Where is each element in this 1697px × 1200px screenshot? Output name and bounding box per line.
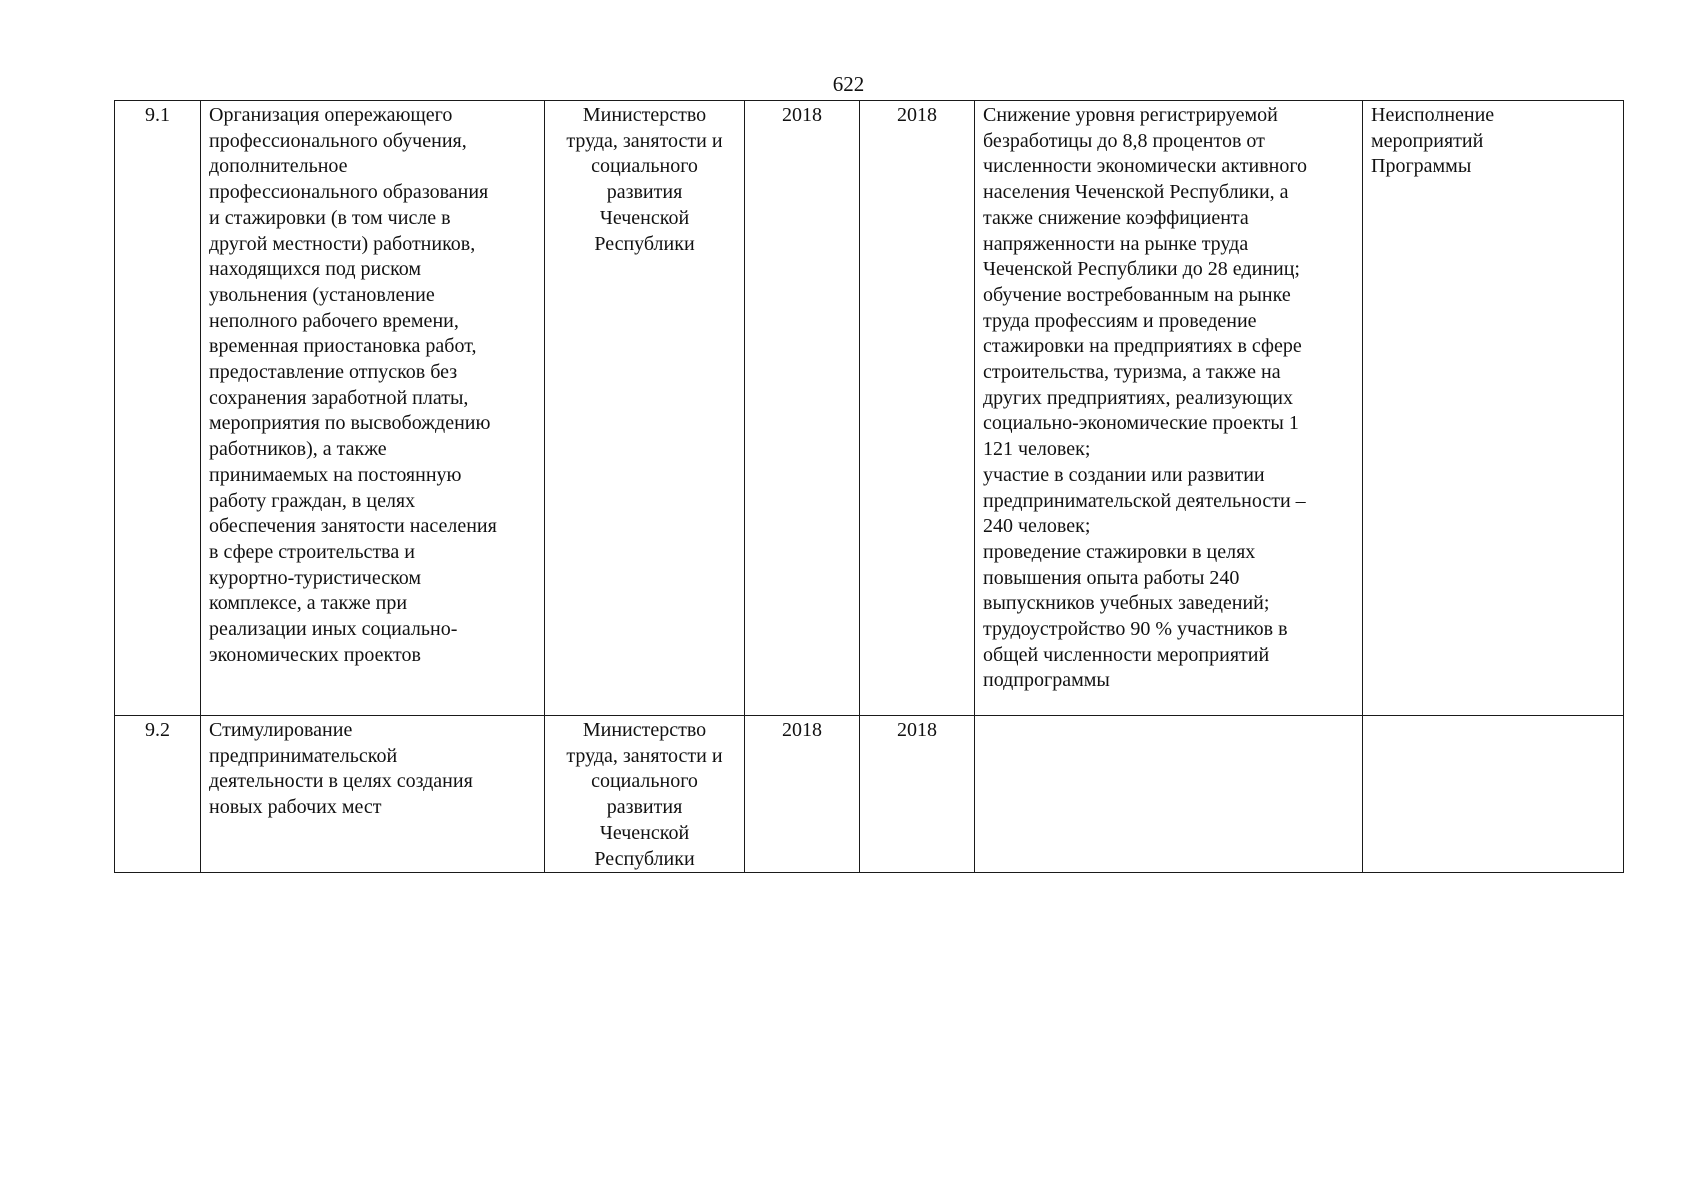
expected-result-line: подпрограммы (983, 669, 1110, 692)
expected-result-line: проведение стажировки в целях (983, 540, 1256, 563)
measure-name-line: Стимулирование (209, 719, 353, 741)
risk-line: мероприятий (1371, 129, 1484, 152)
start-year: 2018 (782, 719, 822, 741)
executor-line: Республики (594, 232, 695, 255)
expected-result-line: обучение востребованным на рынке (983, 283, 1291, 306)
expected-result-line: населения Чеченской Республики, а (983, 181, 1289, 204)
measure-name-line: работников), а также (209, 438, 387, 461)
executor-line: социального (591, 155, 698, 178)
measure-name-cell (201, 101, 545, 716)
expected-result-line: трудоустройство 90 % участников в (983, 618, 1288, 641)
measure-name-line: неполного рабочего времени, (209, 309, 459, 332)
measure-name-line: комплексе, а также при (209, 592, 408, 615)
expected-result-line: численности экономически активного (983, 155, 1308, 178)
executor-line: развития (606, 181, 683, 204)
end-year: 2018 (897, 104, 937, 126)
row-number: 9.2 (145, 719, 170, 741)
expected-result-line: 240 человек; (983, 515, 1091, 538)
measure-name-line: деятельности в целях создания (209, 770, 473, 793)
row-number: 9.1 (145, 104, 170, 126)
risk-line: Неисполнение (1371, 104, 1495, 126)
table-row (115, 716, 1624, 873)
measure-name-line: экономических проектов (209, 643, 421, 666)
expected-result-cell (975, 716, 1363, 873)
expected-result-line: 121 человек; (983, 438, 1091, 461)
executor-line: труда, занятости и (566, 744, 723, 767)
executor-cell (545, 101, 745, 716)
measure-name-cell (201, 716, 545, 873)
measure-name-line: и стажировки (в том числе в (209, 206, 451, 229)
start-year: 2018 (782, 104, 822, 126)
measure-name-line: мероприятия по высвобождению (209, 412, 491, 435)
measure-name-line: в сфере строительства и (209, 540, 415, 563)
start-year-cell (745, 101, 860, 716)
measure-name-line: курортно-туристическом (209, 566, 422, 589)
executor-line: Министерство (582, 104, 707, 126)
measure-name-line: сохранения заработной платы, (209, 386, 469, 409)
executor-line: труда, занятости и (566, 129, 723, 152)
measure-name-line: принимаемых на постоянную (209, 463, 462, 486)
row-number-cell (115, 716, 201, 873)
page-number: 622 (832, 72, 865, 96)
start-year-cell (745, 716, 860, 873)
expected-result-line: Чеченской Республики до 28 единиц; (983, 258, 1300, 281)
expected-result-line: Снижение уровня регистрируемой (983, 104, 1278, 126)
measure-name-line: дополнительное (209, 155, 348, 178)
executor-line: Чеченской (599, 821, 690, 844)
table-body (115, 101, 1624, 873)
end-year-cell (860, 101, 975, 716)
executor-line: Министерство (582, 719, 707, 741)
end-year: 2018 (897, 719, 937, 741)
measure-name-line: предпринимательской (209, 744, 398, 767)
expected-result-cell (975, 101, 1363, 716)
expected-result-line: также снижение коэффициента (983, 206, 1249, 229)
measure-name-line: находящихся под риском (209, 258, 422, 281)
expected-result-line: безработицы до 8,8 процентов от (983, 129, 1265, 152)
measure-name-line: профессионального обучения, (209, 129, 467, 152)
measure-name-line: новых рабочих мест (209, 796, 382, 819)
expected-result-line: социально-экономические проекты 1 (983, 412, 1299, 435)
measure-name-line: работу граждан, в целях (209, 489, 416, 512)
expected-result-line: напряженности на рынке труда (983, 232, 1249, 255)
expected-result-line: повышения опыта работы 240 (983, 566, 1240, 589)
executor-line: социального (591, 770, 698, 793)
expected-result-line: строительства, туризма, а также на (983, 361, 1281, 384)
expected-result-line: других предприятиях, реализующих (983, 386, 1293, 409)
measures-table (114, 100, 1624, 873)
measure-name-line: реализации иных социально- (209, 618, 458, 641)
measure-name-line: профессионального образования (209, 181, 489, 204)
expected-result-line: участие в создании или развитии (983, 463, 1265, 486)
measure-name-line: временная приостановка работ, (209, 335, 477, 358)
end-year-cell (860, 716, 975, 873)
risk-cell (1363, 101, 1624, 716)
executor-line: Республики (594, 847, 695, 870)
measure-name-line: предоставление отпусков без (209, 361, 458, 384)
expected-result-line: труда профессиям и проведение (983, 309, 1257, 332)
measure-name-line: Организация опережающего (209, 104, 453, 126)
expected-result-line: предпринимательской деятельности – (983, 489, 1306, 512)
executor-line: Чеченской (599, 206, 690, 229)
measure-name-line: увольнения (установление (209, 283, 435, 306)
risk-cell (1363, 716, 1624, 873)
executor-line: развития (606, 796, 683, 819)
expected-result-line: общей численности мероприятий (983, 643, 1270, 666)
expected-result-line: стажировки на предприятиях в сфере (983, 335, 1302, 358)
table-row (115, 101, 1624, 716)
expected-result-line: выпускников учебных заведений; (983, 592, 1270, 615)
risk-line: Программы (1371, 155, 1472, 178)
measure-name-line: другой местности) работников, (209, 232, 476, 255)
executor-cell (545, 716, 745, 873)
row-number-cell (115, 101, 201, 716)
measure-name-line: обеспечения занятости населения (209, 515, 497, 538)
